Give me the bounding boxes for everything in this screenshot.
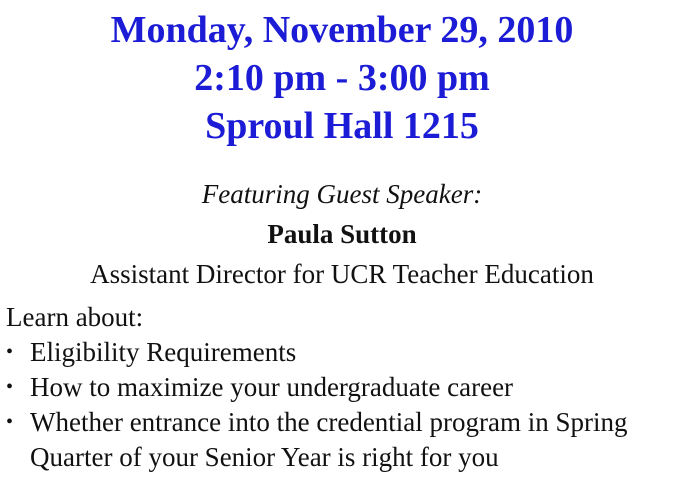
learn-heading: Learn about: [6, 302, 144, 332]
list-item [6, 335, 678, 370]
event-location: Sproul Hall 1215 [205, 105, 479, 147]
list-item [6, 405, 678, 475]
speaker-name: Paula Sutton [267, 219, 417, 249]
topic-text: Whether entrance into the credential program in Spring Quarter of your Senior Year is right for you [30, 407, 628, 472]
topic-text: How to maximize your undergraduate career [30, 372, 514, 402]
event-time: 2:10 pm - 3:00 pm [194, 57, 490, 99]
list-item [6, 370, 678, 405]
speaker-block [0, 174, 684, 294]
bullet-icon: • [6, 341, 14, 363]
speaker-title: Assistant Director for UCR Teacher Education [90, 259, 594, 289]
bullet-icon: • [6, 376, 14, 398]
event-header [0, 6, 684, 150]
bullet-icon: • [6, 411, 14, 433]
event-date: Monday, November 29, 2010 [110, 9, 574, 51]
speaker-intro: Featuring Guest Speaker: [201, 179, 483, 209]
topic-text: Eligibility Requirements [30, 337, 297, 367]
learn-section [6, 300, 678, 475]
topic-list [6, 335, 678, 475]
